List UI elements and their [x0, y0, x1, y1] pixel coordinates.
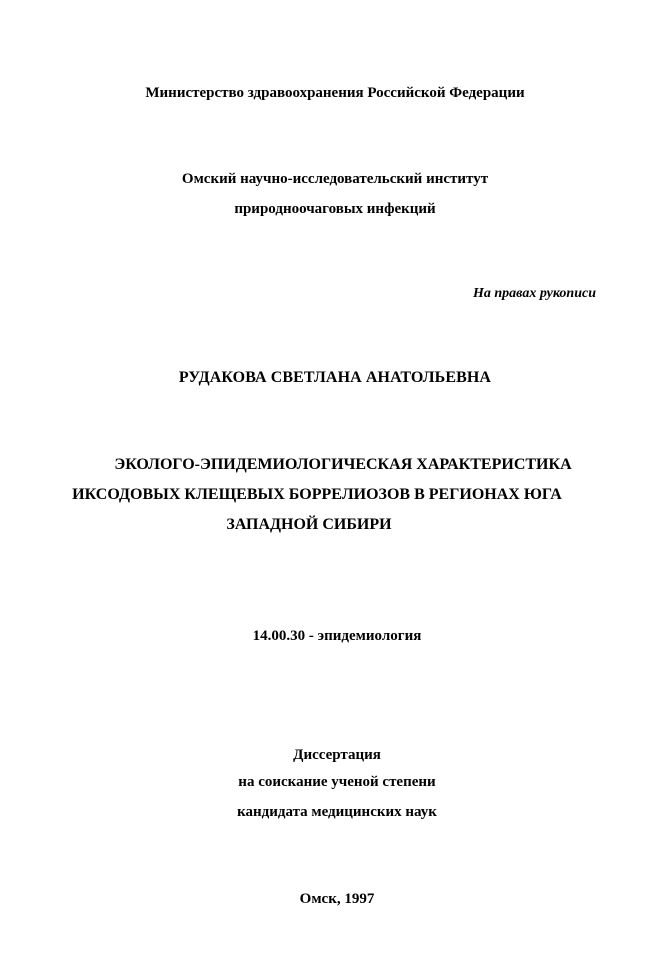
place-and-year: Омск, 1997	[299, 891, 375, 907]
dissertation-type-line-1: Диссертация	[293, 747, 381, 763]
dissertation-type-line-3: кандидата медицинских наук	[237, 804, 437, 820]
dissertation-title-line-3: ЗАПАДНОЙ СИБИРИ	[226, 516, 392, 533]
institute-name-line-1: Омский научно-исследовательский институт	[181, 171, 489, 187]
specialty-code: 14.00.30 - эпидемиология	[252, 628, 422, 644]
author-name: РУДАКОВА СВЕТЛАНА АНАТОЛЬЕВНА	[178, 369, 492, 386]
manuscript-rights-note: На правах рукописи	[473, 286, 596, 301]
institute-name-line-2: природноочаговых инфекций	[234, 201, 436, 217]
ministry-heading: Министерство здравоохранения Российской Федерации	[145, 85, 525, 101]
dissertation-title-line-1: ЭКОЛОГО-ЭПИДЕМИОЛОГИЧЕСКАЯ ХАРАКТЕРИСТИКА	[114, 456, 572, 473]
dissertation-title-line-2: ИКСОДОВЫХ КЛЕЩЕВЫХ БОРРЕЛИОЗОВ В РЕГИОНАХ ЮГА	[72, 486, 562, 503]
dissertation-type-line-2: на соискание ученой степени	[238, 774, 436, 790]
